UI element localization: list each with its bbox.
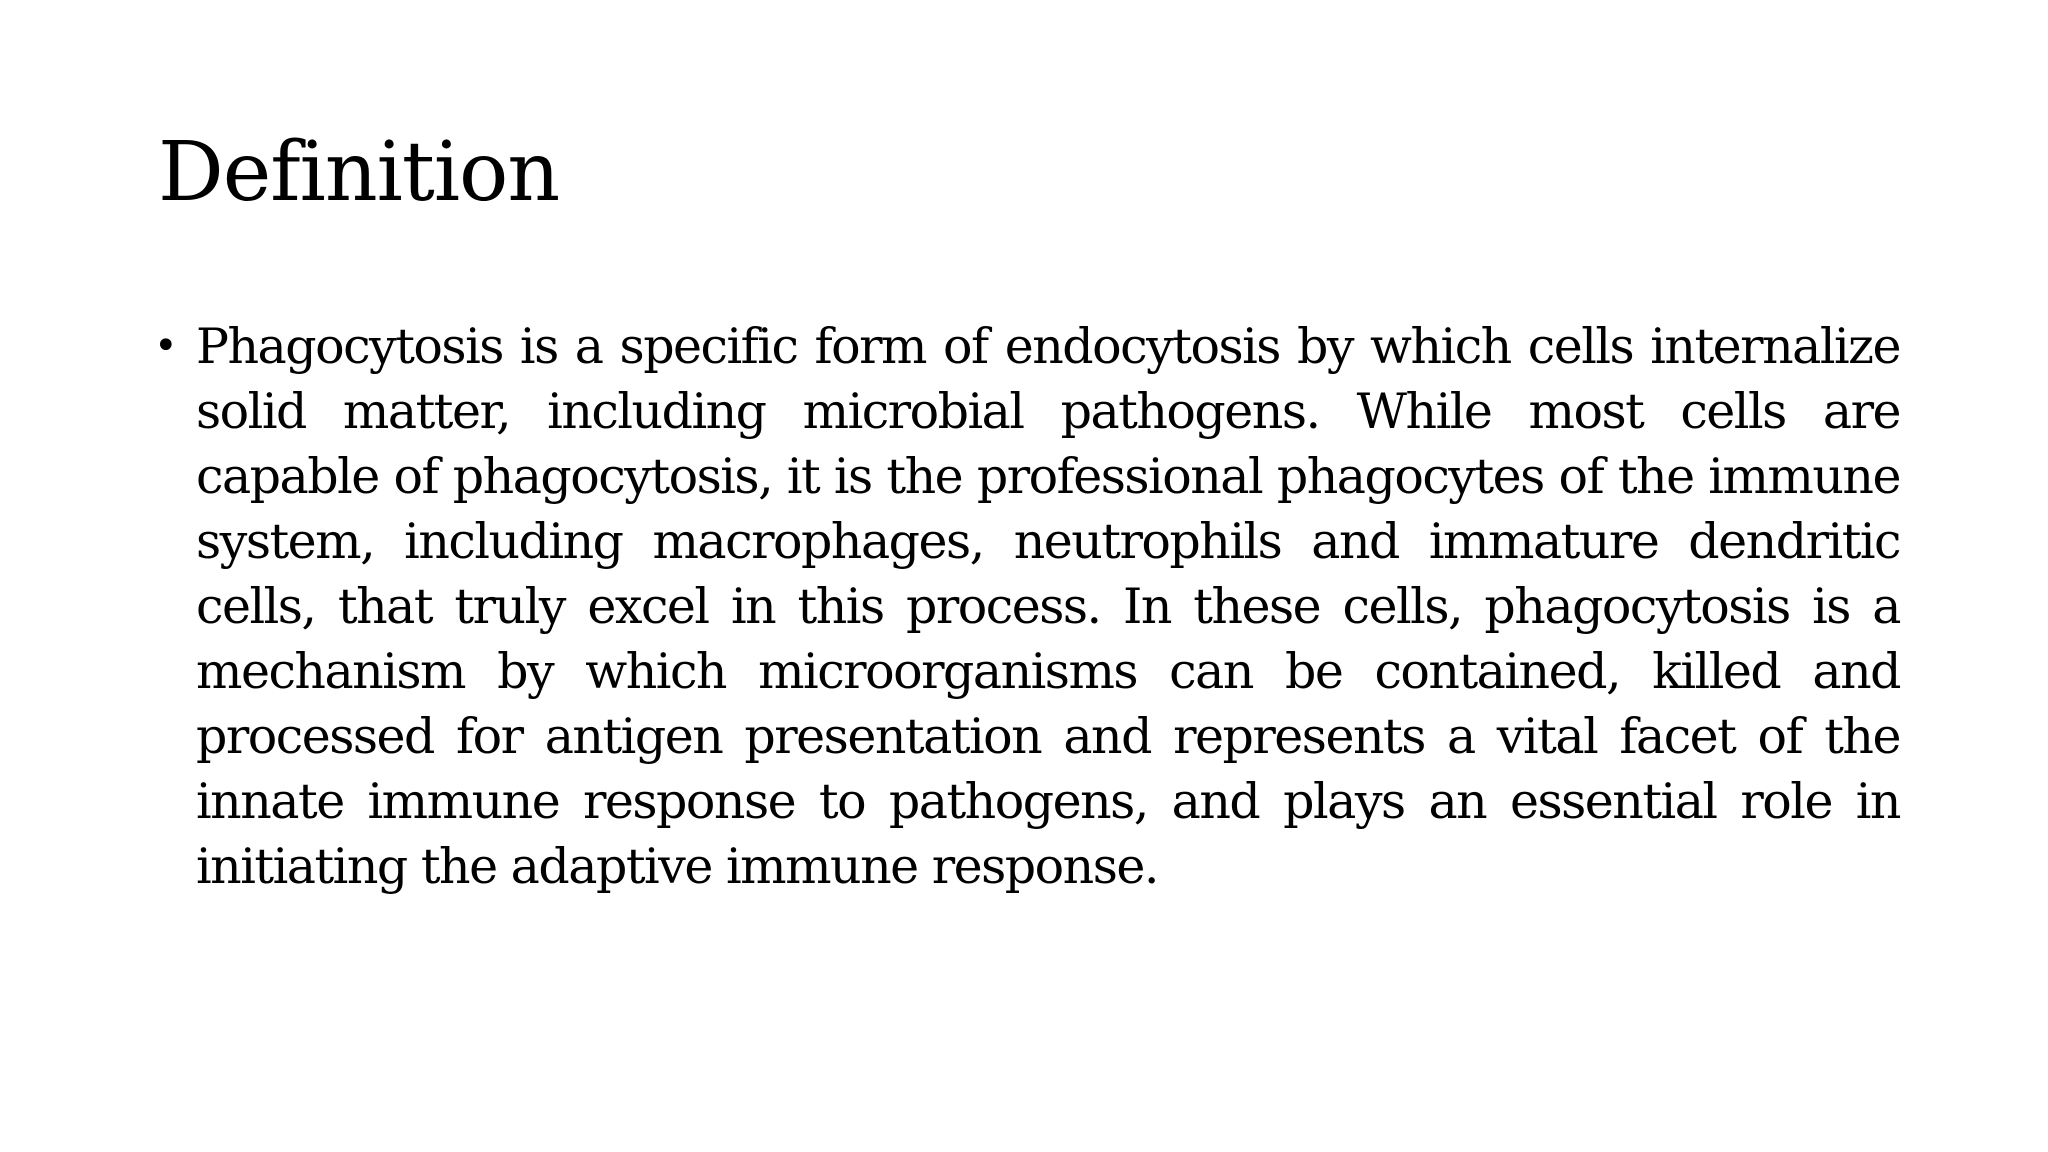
bullet-dot-icon: •	[154, 323, 177, 369]
bullet-text: Phagocytosis is a specific form of endocytosis by which cells internalize solid matter, including microbial pathogens. While most cells are capable of phagocytosis, it is the professional phagocytes of the immune system, including macrophages, neutrophils and immature dendritic cells, that truly excel in this process. In these cells, phagocytosis is a mechanism by which microorganisms can be contained, killed and processed for antigen presentation and represents a vital facet of the innate immune response to pathogens, and plays an essential role in initiating the adaptive immune response.	[196, 318, 1900, 895]
slide-title: Definition	[158, 125, 560, 220]
bullet-item	[150, 314, 1900, 899]
bullet-list	[150, 314, 1900, 899]
